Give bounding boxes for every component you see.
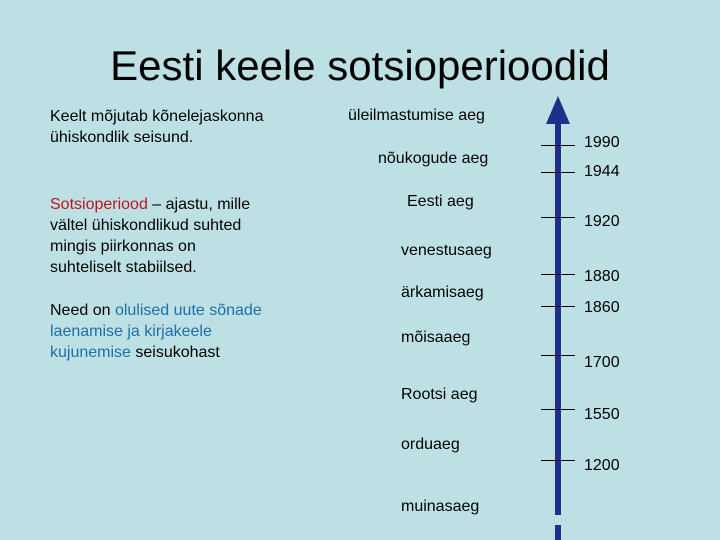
- intro-text: Keelt mõjutab kõnelejaskonna ühiskondlik seisund.: [50, 108, 264, 146]
- year-label: 1700: [584, 354, 620, 371]
- era-label: nõukogude aeg: [378, 150, 489, 167]
- timeline-tick: [541, 355, 575, 356]
- timeline-tick: [541, 306, 575, 307]
- timeline-axis-break: [553, 515, 563, 525]
- year-label: 1200: [584, 457, 620, 474]
- timeline-tick: [541, 460, 575, 461]
- timeline-tick: [541, 274, 575, 275]
- definition-term: Sotsioperiood: [50, 196, 148, 213]
- definition-text: – ajastu, mille vältel ühiskondlikud suhted mingis piirkonnas on suhteliselt stabiilsed.: [50, 196, 251, 276]
- year-label: 1860: [584, 299, 620, 316]
- arrow-up-icon: [546, 96, 570, 124]
- timeline-axis: [555, 120, 561, 540]
- year-label: 1944: [584, 163, 620, 180]
- era-label: Eesti aeg: [407, 193, 474, 210]
- year-label: 1990: [584, 134, 620, 151]
- era-label: muinasaeg: [401, 498, 480, 515]
- era-label: Rootsi aeg: [401, 386, 478, 403]
- timeline-tick: [541, 172, 575, 173]
- timeline-tick: [541, 217, 575, 218]
- year-label: 1880: [584, 268, 620, 285]
- era-label: üleilmastumise aeg: [348, 107, 485, 124]
- importance-highlight: olulised uute sõnade laenamise ja kirjakeele kujunemise: [50, 302, 262, 361]
- timeline-tick: [541, 409, 575, 410]
- intro-paragraph: [50, 106, 270, 148]
- year-label: 1920: [584, 213, 620, 230]
- timeline-tick: [541, 145, 575, 146]
- importance-paragraph: [50, 300, 270, 363]
- era-label: venestusaeg: [401, 242, 492, 259]
- year-label: 1550: [584, 406, 620, 423]
- era-label: ärkamisaeg: [401, 284, 484, 301]
- era-label: orduaeg: [401, 436, 460, 453]
- era-label: mõisaaeg: [401, 329, 471, 346]
- slide-title: Eesti keele sotsioperioodid: [110, 42, 610, 89]
- definition-paragraph: [50, 194, 270, 278]
- importance-text-start: Need on: [50, 302, 115, 319]
- importance-text-end: seisukohast: [130, 344, 220, 361]
